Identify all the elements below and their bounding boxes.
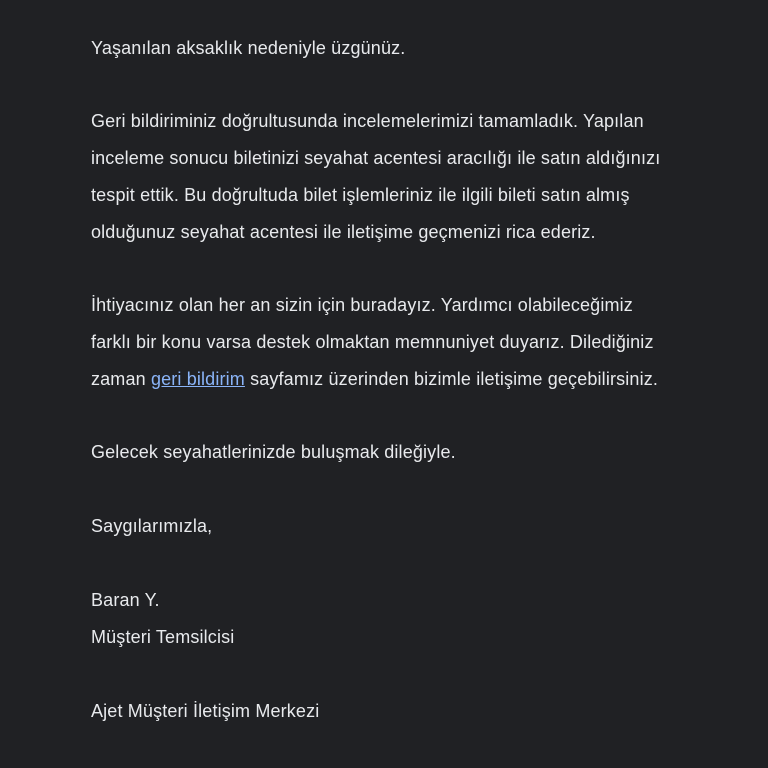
paragraph1-line-3: tespit ettik. Bu doğrultuda bilet işlemleriniz ile ilgili bileti satın almış [91,185,630,205]
closing-wish: Gelecek seyahatlerinizde buluşmak dileğiyle. [91,442,456,462]
paragraph1-line-1: Geri bildiriminiz doğrultusunda incelemelerimizi tamamladık. Yapılan [91,111,644,131]
paragraph1-line-2: inceleme sonucu biletinizi seyahat acentesi aracılığı ile satın aldığınızı [91,148,661,168]
paragraph2-before-link: zaman [91,369,151,389]
salutation: Saygılarımızla, [91,516,213,536]
paragraph2-line-2: farklı bir konu varsa destek olmaktan memnuniyet duyarız. Dilediğiniz [91,332,654,352]
feedback-link[interactable]: geri bildirim [150,369,245,389]
apology-line: Yaşanılan aksaklık nedeniyle üzgünüz. [91,38,406,58]
paragraph2-line-1: İhtiyacınız olan her an sizin için buradayız. Yardımcı olabileceğimiz [91,295,633,315]
paragraph1-line-4: olduğunuz seyahat acentesi ile iletişime geçmenizi rica ederiz. [91,222,596,242]
organization-name: Ajet Müşteri İletişim Merkezi [91,701,320,721]
paragraph2-after-link: sayfamız üzerinden bizimle iletişime geçebilirsiniz. [244,369,659,389]
signature-title: Müşteri Temsilcisi [91,627,235,647]
signature-name: Baran Y. [91,590,160,610]
paragraph2-line-3 [91,367,658,391]
